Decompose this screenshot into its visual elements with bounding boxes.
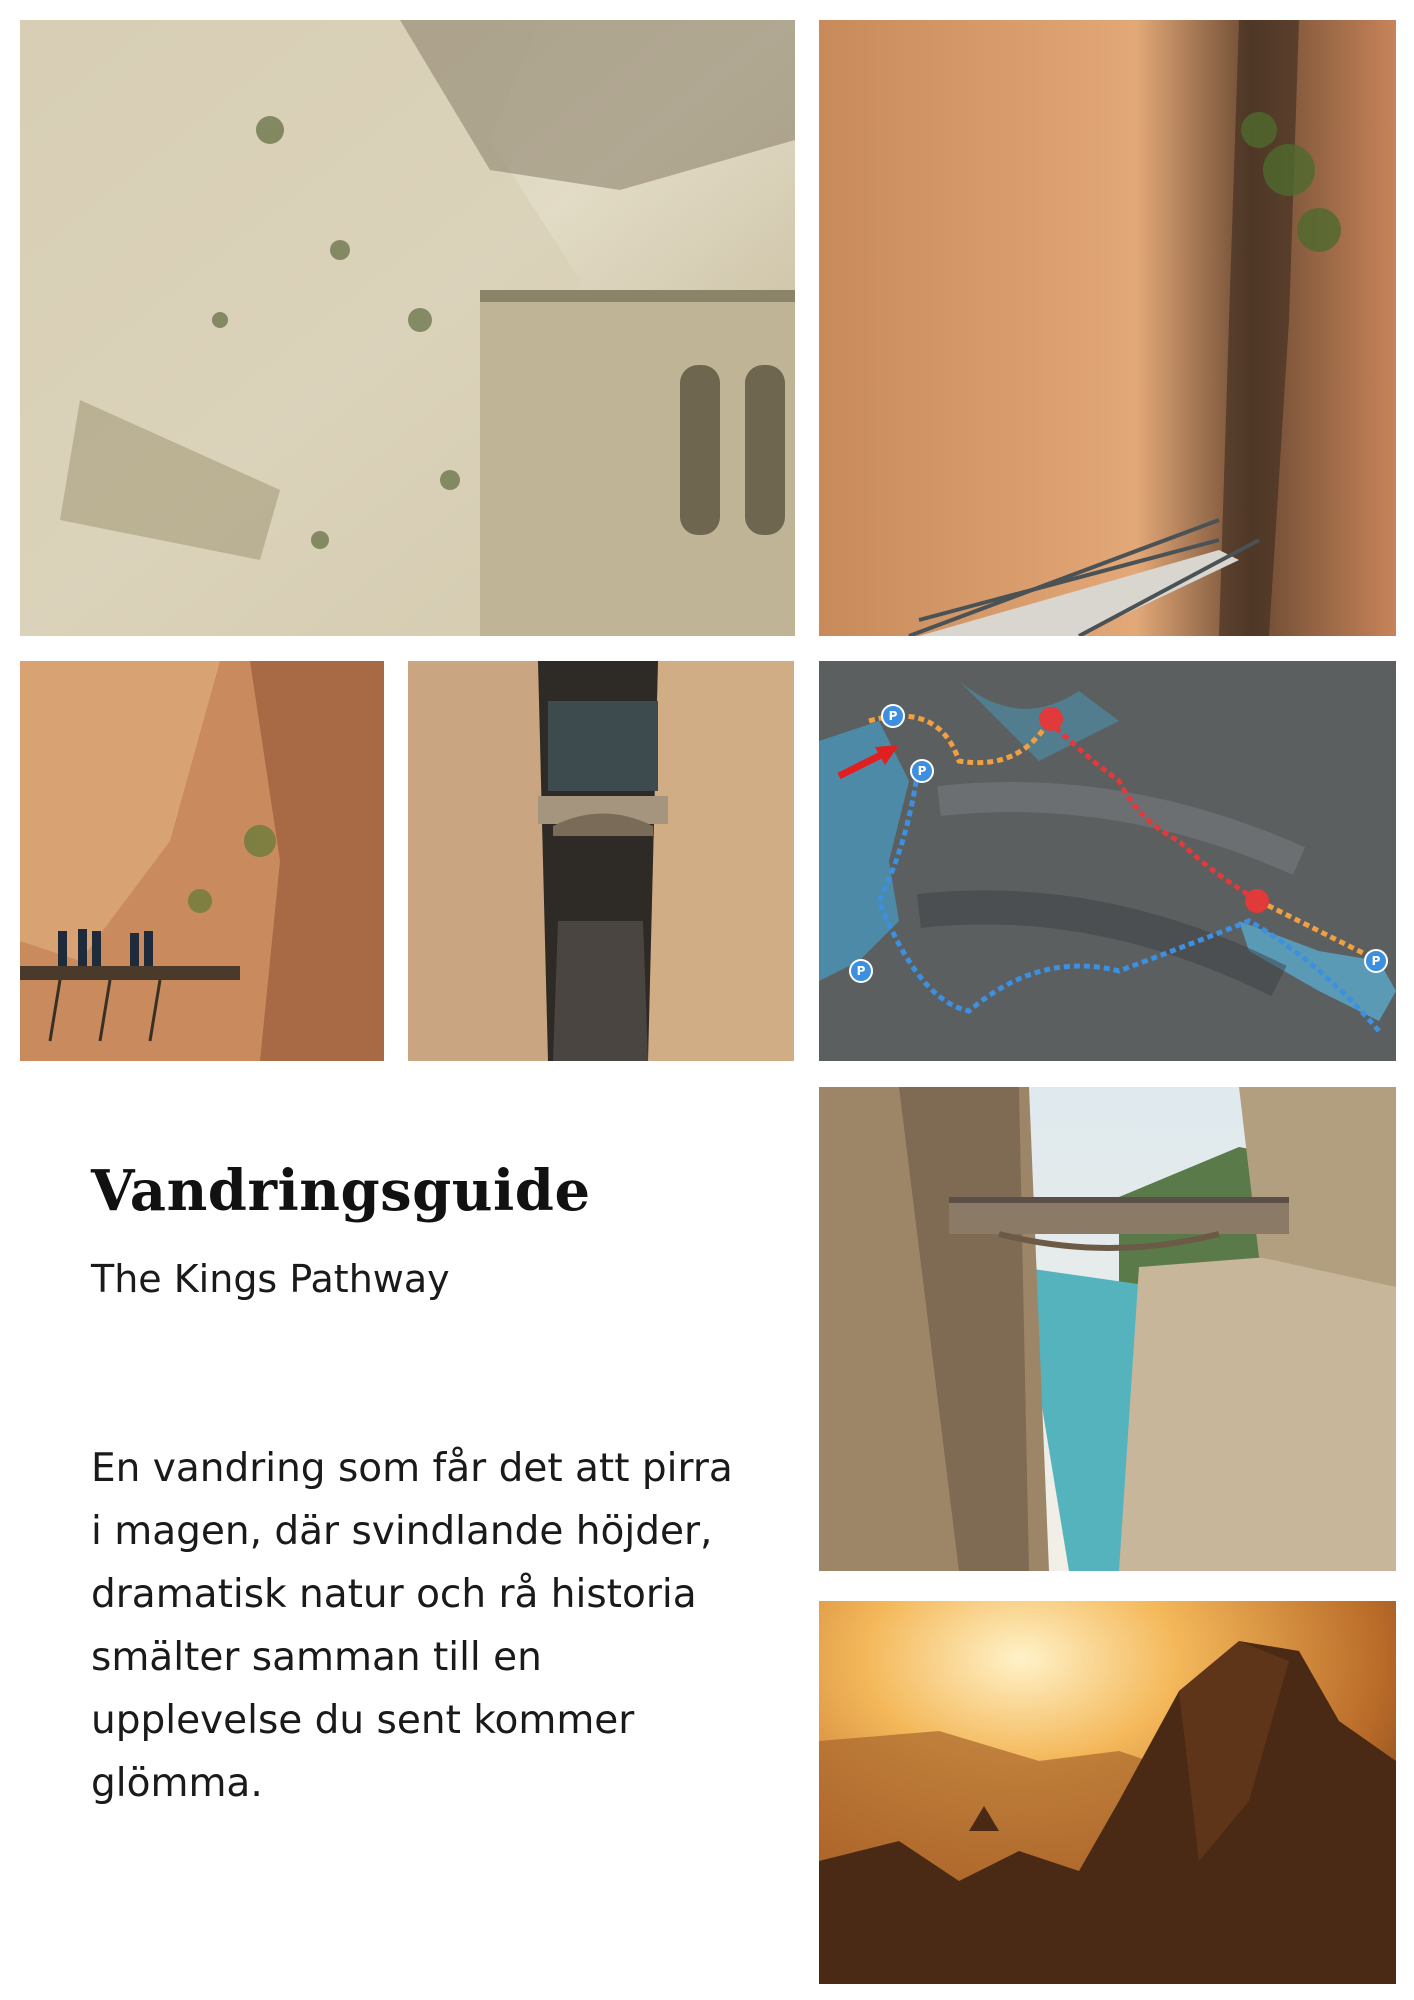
page-title: Vandringsguide (91, 1158, 591, 1224)
page-subtitle: The Kings Pathway (91, 1257, 450, 1301)
photo-bridge-over-river (819, 1087, 1396, 1571)
parking-marker-icon: P (1364, 949, 1388, 973)
photo-sunset-mountain (819, 1601, 1396, 1984)
parking-marker-icon: P (849, 959, 873, 983)
photo-canyon-bridge (408, 661, 794, 1061)
photo-gorge-walkway (819, 20, 1396, 636)
guide-description: En vandring som får det att pirra i magen, där svindlande höjder, dramatisk natur och rå historia smälter samman till en upplevelse du sent kommer glömma. (91, 1446, 733, 1806)
photo-hikers-on-walkway (20, 661, 384, 1061)
parking-marker-icon: P (881, 704, 905, 728)
route-map (819, 661, 1396, 1061)
photo-cliff-stone-bridge (20, 20, 795, 636)
parking-marker-icon: P (910, 759, 934, 783)
